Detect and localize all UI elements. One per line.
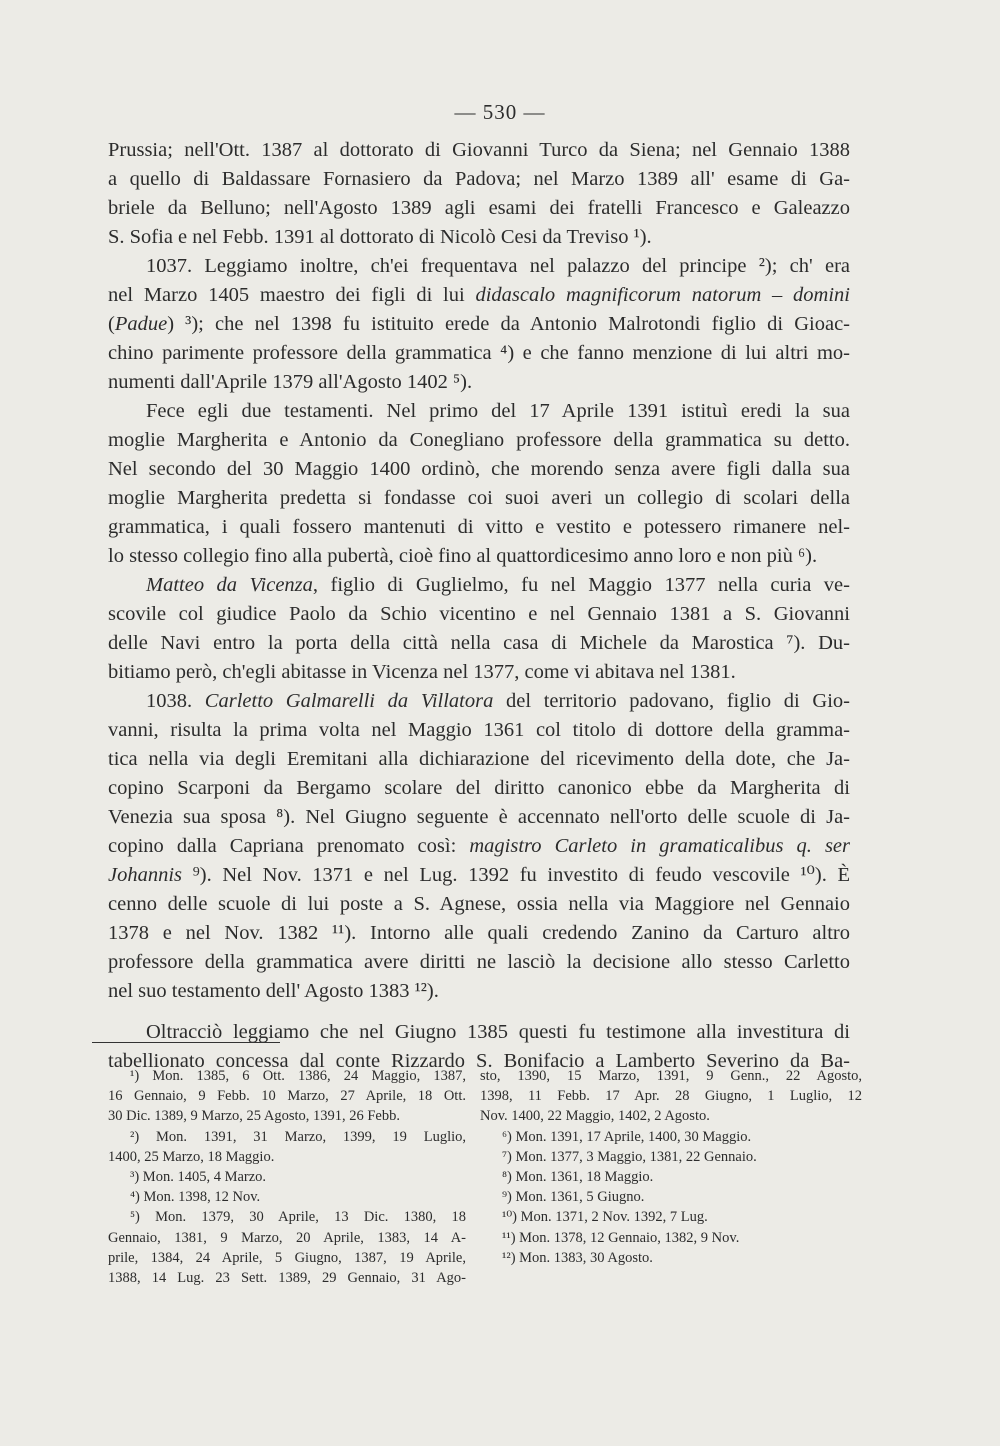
footnote-line: Gennaio, 1381, 9 Marzo, 20 Aprile, 1383, 14 A-	[108, 1229, 466, 1246]
text-line: Johannis ⁹). Nel Nov. 1371 e nel Lug. 1392 fu investito di feudo vescovile ¹⁰). È	[108, 864, 850, 886]
footnote-line: ⁷) Mon. 1377, 3 Maggio, 1381, 22 Gennaio.	[502, 1148, 757, 1165]
footnote-line: ¹⁰) Mon. 1371, 2 Nov. 1392, 7 Lug.	[502, 1209, 708, 1226]
footnote-line: ⁶) Mon. 1391, 17 Aprile, 1400, 30 Maggio.	[502, 1128, 752, 1145]
text-line: Venezia sua sposa ⁸). Nel Giugno seguente è accennato nell'orto delle scuole di Ja-	[108, 806, 850, 828]
text-line: briele da Belluno; nell'Agosto 1389 agli esami dei fratelli Francesco e Galeazzo	[108, 197, 850, 219]
text-line: (Padue) ³); che nel 1398 fu istituito erede da Antonio Malrotondi figlio di Gioac-	[108, 313, 850, 335]
text-line: grammatica, i quali fossero mantenuti di vitto e vestito e potessero rimanere nel-	[108, 516, 850, 538]
text-line: delle Navi entro la porta della città nella casa di Michele da Marostica ⁷). Du-	[108, 632, 850, 654]
text-line: Matteo da Vicenza, figlio di Guglielmo, fu nel Maggio 1377 nella curia ve-	[146, 574, 850, 596]
footnote-line: ⁹) Mon. 1361, 5 Giugno.	[502, 1189, 645, 1206]
page-number: — 530 —	[454, 100, 546, 124]
footnote-line: ¹²) Mon. 1383, 30 Agosto.	[502, 1249, 653, 1266]
footnote-line: 1398, 11 Febb. 17 Apr. 28 Giugno, 1 Luglio, 12	[480, 1088, 862, 1105]
footnote-line: 1388, 14 Lug. 23 Sett. 1389, 29 Gennaio, 31 Ago-	[108, 1269, 466, 1286]
text-line: 1038. Carletto Galmarelli da Villatora del territorio padovano, figlio di Gio-	[146, 690, 850, 712]
text-line: moglie Margherita predetta si fondasse coi suoi averi un collegio di scolari della	[108, 487, 850, 509]
footnote-line: 1400, 25 Marzo, 18 Maggio.	[108, 1148, 275, 1165]
text-line: Oltracciò leggiamo che nel Giugno 1385 questi fu testimone alla investitura di	[146, 1021, 850, 1043]
footnote-line: 16 Gennaio, 9 Febb. 10 Marzo, 27 Aprile, 18 Ott.	[108, 1088, 466, 1105]
text-line: copino Scarponi da Bergamo scolare del diritto canonico ebbe da Margherita di	[108, 777, 850, 799]
text-line: Nel secondo del 30 Maggio 1400 ordinò, che morendo senza avere figli dalla sua	[108, 458, 850, 480]
footnote-divider	[92, 1042, 280, 1043]
text-line: cenno delle scuole di lui poste a S. Agnese, ossia nella via Maggiore nel Gennaio	[108, 893, 850, 915]
text-line: nel Marzo 1405 maestro dei figli di lui didascalo magnificorum natorum – domini	[108, 284, 850, 306]
footnote-line: ⁴) Mon. 1398, 12 Nov.	[130, 1189, 261, 1206]
footnote-line: ³) Mon. 1405, 4 Marzo.	[130, 1168, 267, 1185]
footnote-line: prile, 1384, 24 Aprile, 5 Giugno, 1387, 19 Aprile,	[108, 1249, 466, 1266]
footnote-line: ⁸) Mon. 1361, 18 Maggio.	[502, 1168, 654, 1185]
footnote-line: sto, 1390, 15 Marzo, 1391, 9 Genn., 22 Agosto,	[480, 1068, 862, 1084]
text-line: nel suo testamento dell' Agosto 1383 ¹²).	[108, 980, 439, 1002]
text-line: chino parimente professore della grammatica ⁴) e che fanno menzione di lui altri mo-	[108, 342, 850, 364]
text-line: scovile col giudice Paolo da Schio vicentino e nel Gennaio 1381 a S. Giovanni	[108, 603, 850, 625]
text-line: bitiamo però, ch'egli abitasse in Vicenza nel 1377, come vi abitava nel 1381.	[108, 661, 736, 683]
footnote-line: ¹¹) Mon. 1378, 12 Gennaio, 1382, 9 Nov.	[502, 1229, 740, 1246]
text-line: 1378 e nel Nov. 1382 ¹¹). Intorno alle quali credendo Zanino da Carturo altro	[108, 922, 850, 944]
text-line: 1037. Leggiamo inoltre, ch'ei frequentava nel palazzo del principe ²); ch' era	[146, 255, 850, 277]
text-line: numenti dall'Aprile 1379 all'Agosto 1402 ⁵).	[108, 371, 473, 393]
footnotes-right-column	[480, 1066, 862, 1268]
text-line: moglie Margherita e Antonio da Conegliano professore della grammatica su detto.	[108, 429, 850, 451]
text-line: tabellionato concessa dal conte Rizzardo S. Bonifacio a Lamberto Severino da Ba-	[108, 1050, 850, 1072]
text-line: S. Sofia e nel Febb. 1391 al dottorato di Nicolò Cesi da Treviso ¹).	[108, 226, 652, 248]
text-line: vanni, risulta la prima volta nel Maggio 1361 col titolo di dottore della gramma-	[108, 719, 850, 741]
text-line: copino dalla Capriana prenomato così: magistro Carleto in gramaticalibus q. ser	[108, 835, 850, 857]
text-line: lo stesso collegio fino alla pubertà, cioè fino al quattordicesimo anno loro e non più ⁶).	[108, 545, 818, 567]
body-text	[108, 136, 850, 1076]
footnote-line: ¹) Mon. 1385, 6 Ott. 1386, 24 Maggio, 1387,	[130, 1068, 466, 1084]
footnote-line: ²) Mon. 1391, 31 Marzo, 1399, 19 Luglio,	[130, 1128, 466, 1145]
text-line: a quello di Baldassare Fornasiero da Padova; nel Marzo 1389 all' esame di Ga-	[108, 168, 850, 190]
footnote-line: ⁵) Mon. 1379, 30 Aprile, 13 Dic. 1380, 18	[130, 1209, 466, 1226]
footnote-line: 30 Dic. 1389, 9 Marzo, 25 Agosto, 1391, 26 Febb.	[108, 1108, 400, 1125]
text-line: tica nella via degli Eremitani alla dichiarazione del ricevimento della dote, che Ja-	[108, 748, 850, 770]
footnotes-left-column	[108, 1066, 466, 1288]
text-line: Fece egli due testamenti. Nel primo del 17 Aprile 1391 istituì eredi la sua	[146, 400, 850, 422]
footnote-line: Nov. 1400, 22 Maggio, 1402, 2 Agosto.	[480, 1108, 710, 1125]
text-line: Prussia; nell'Ott. 1387 al dottorato di Giovanni Turco da Siena; nel Gennaio 1388	[108, 139, 850, 161]
text-line: professore della grammatica avere diritti ne lasciò la decisione allo stesso Carletto	[108, 951, 850, 973]
